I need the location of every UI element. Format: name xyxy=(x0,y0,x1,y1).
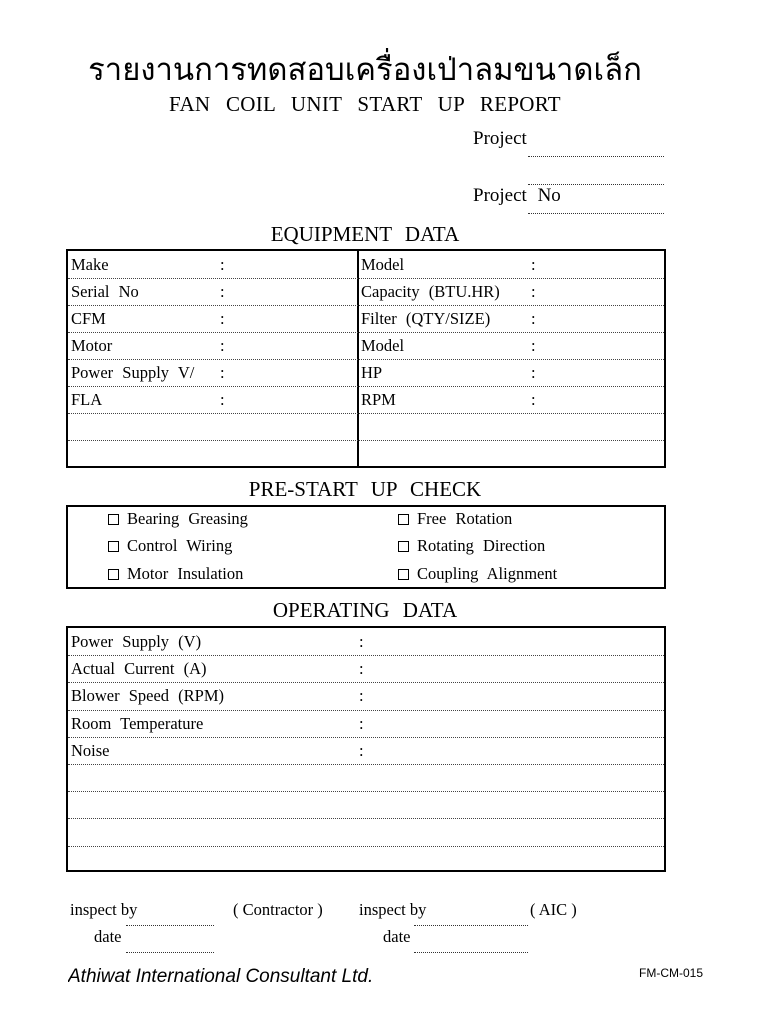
contractor-date-field[interactable] xyxy=(126,952,214,953)
colon-separator: : xyxy=(359,713,364,733)
equipment-right-label: Filter (QTY/SIZE) xyxy=(361,309,491,328)
operating-label: Power Supply (V) xyxy=(71,632,202,651)
equipment-right-label: RPM xyxy=(361,390,396,409)
operating-label: Actual Current (A) xyxy=(71,659,207,679)
equipment-data-title: EQUIPMENT DATA xyxy=(270,222,460,246)
equipment-row xyxy=(68,251,664,279)
colon-separator: : xyxy=(531,255,536,274)
inspect-by-label-contractor: inspect by xyxy=(70,900,138,919)
check-item-rotating-direction[interactable]: Rotating Direction xyxy=(398,536,598,556)
colon-separator: : xyxy=(220,282,225,301)
colon-separator: : xyxy=(220,363,225,382)
operating-row xyxy=(68,846,664,873)
pre-start-check-box xyxy=(66,505,666,589)
checkbox-icon[interactable] xyxy=(398,514,409,525)
equipment-right-label: Model xyxy=(361,336,405,355)
equipment-right-label: Capacity (BTU.HR) xyxy=(361,282,500,301)
colon-separator: : xyxy=(531,336,536,355)
checkbox-icon[interactable] xyxy=(108,514,119,525)
contractor-inspector-field[interactable] xyxy=(126,925,214,926)
operating-label: Noise xyxy=(71,740,110,760)
colon-separator: : xyxy=(531,309,536,328)
colon-separator: : xyxy=(359,659,364,679)
date-label-contractor: date xyxy=(94,927,122,946)
equipment-row xyxy=(68,305,664,333)
project-label: Project xyxy=(473,128,527,149)
colon-separator: : xyxy=(359,740,364,760)
check-item-coupling-alignment[interactable]: Coupling Alignment xyxy=(398,564,638,584)
aic-date-field[interactable] xyxy=(414,952,528,953)
pre-start-check-title: PRE-START UP CHECK xyxy=(248,477,482,501)
colon-separator: : xyxy=(220,309,225,328)
project-field[interactable] xyxy=(528,156,664,157)
aic-inspector-field[interactable] xyxy=(414,925,528,926)
date-label-aic: date xyxy=(383,927,411,946)
check-item-bearing-greasing[interactable]: Bearing Greasing xyxy=(108,509,288,529)
colon-separator: : xyxy=(220,336,225,355)
equipment-left-label: FLA xyxy=(71,390,103,409)
equipment-data-table xyxy=(66,249,666,468)
equipment-left-label: Serial No xyxy=(71,282,139,301)
equipment-left-label: CFM xyxy=(71,309,106,328)
colon-separator: : xyxy=(359,686,364,706)
equipment-row xyxy=(68,332,664,360)
colon-separator: : xyxy=(359,632,364,651)
equipment-row xyxy=(68,413,664,441)
document-title-english: FAN COIL UNIT START UP REPORT xyxy=(169,92,561,116)
check-item-control-wiring[interactable]: Control Wiring xyxy=(108,536,288,556)
colon-separator: : xyxy=(220,255,225,274)
checkbox-icon[interactable] xyxy=(398,569,409,580)
colon-separator: : xyxy=(531,390,536,409)
checkbox-icon[interactable] xyxy=(108,569,119,580)
operating-label: Room Temperature xyxy=(71,713,204,733)
operating-row xyxy=(68,710,664,738)
operating-label: Blower Speed (RPM) xyxy=(71,686,224,706)
checkbox-icon[interactable] xyxy=(108,541,119,552)
operating-row xyxy=(68,628,664,656)
check-item-free-rotation[interactable]: Free Rotation xyxy=(398,509,598,529)
project-no-label: Project No xyxy=(473,185,561,206)
inspect-by-label-aic: inspect by xyxy=(359,900,427,919)
equipment-left-label: Motor xyxy=(71,336,113,355)
equipment-row xyxy=(68,386,664,414)
document-title-thai: รายงานการทดสอบเครื่องเป่าลมขนาดเล็ก xyxy=(88,52,642,88)
equipment-right-label: Model xyxy=(361,255,405,274)
operating-row xyxy=(68,737,664,765)
equipment-left-label: Make xyxy=(71,255,109,274)
check-item-motor-insulation[interactable]: Motor Insulation xyxy=(108,564,288,584)
equipment-left-label: Power Supply V/ xyxy=(71,363,195,382)
checkbox-icon[interactable] xyxy=(398,541,409,552)
equipment-row xyxy=(68,440,664,467)
form-number: FM-CM-015 xyxy=(639,966,704,980)
operating-row xyxy=(68,655,664,683)
company-name: Athiwat International Consultant Ltd. xyxy=(68,966,374,982)
aic-label: ( AIC ) xyxy=(530,900,577,919)
project-no-field[interactable] xyxy=(528,213,664,214)
operating-row xyxy=(68,791,664,819)
operating-row xyxy=(68,682,664,710)
operating-row xyxy=(68,818,664,846)
operating-row xyxy=(68,764,664,792)
colon-separator: : xyxy=(220,390,225,409)
colon-separator: : xyxy=(531,282,536,301)
operating-data-table xyxy=(66,626,666,872)
operating-data-title: OPERATING DATA xyxy=(272,598,458,622)
contractor-label: ( Contractor ) xyxy=(233,900,323,919)
equipment-row xyxy=(68,278,664,306)
equipment-right-label: HP xyxy=(361,363,383,382)
equipment-row xyxy=(68,359,664,387)
colon-separator: : xyxy=(531,363,536,382)
